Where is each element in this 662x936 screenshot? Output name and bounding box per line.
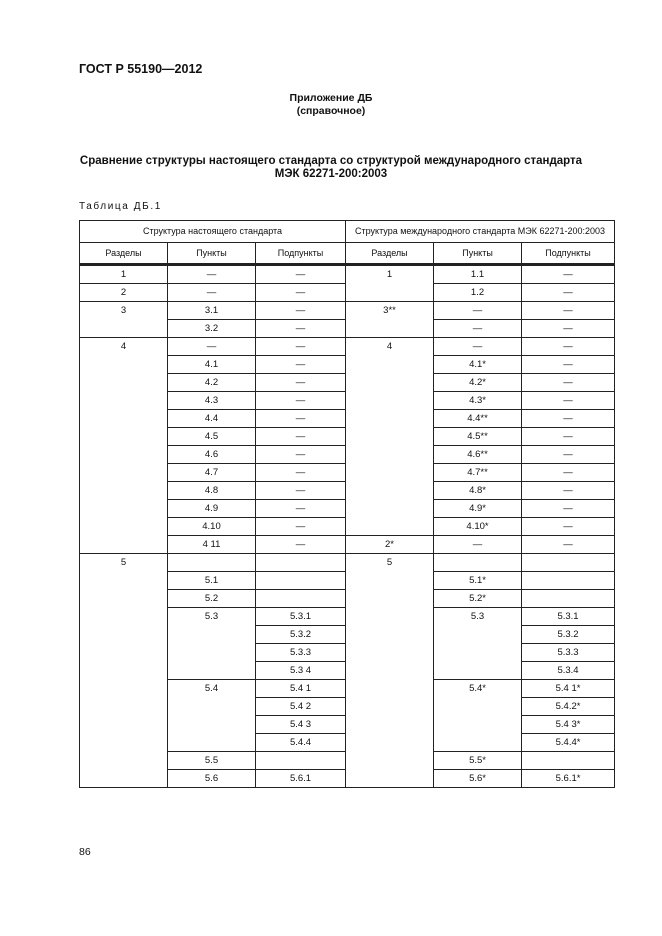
table-cell: — <box>256 374 346 392</box>
table-cell: 5.4* <box>434 680 522 752</box>
table-cell: — <box>256 302 346 320</box>
table-cell: 5.4 <box>168 680 256 752</box>
column-header: Пункты <box>434 243 522 264</box>
table-cell: 5.2* <box>434 590 522 608</box>
column-header: Подпункты <box>522 243 615 264</box>
table-cell: 4.4** <box>434 410 522 428</box>
table-cell: 4.6 <box>168 446 256 464</box>
table-cell: — <box>522 428 615 446</box>
table-cell: — <box>256 536 346 554</box>
table-cell: 5 <box>80 554 168 788</box>
table-cell: 5.3 <box>168 608 256 680</box>
page-number: 86 <box>79 846 91 858</box>
table-cell: — <box>256 356 346 374</box>
table-cell <box>168 554 256 572</box>
table-cell: — <box>522 284 615 302</box>
appendix-title: Приложение ДБ <box>289 92 373 104</box>
table-cell: — <box>256 320 346 338</box>
table-cell: 5.5* <box>434 752 522 770</box>
table-cell: 3.2 <box>168 320 256 338</box>
table-cell: 5.3.1 <box>522 608 615 626</box>
table-group-header-row <box>80 221 615 243</box>
table-cell <box>256 554 346 572</box>
table-cell: 4.2 <box>168 374 256 392</box>
table-row <box>80 265 615 284</box>
table-cell: 5.6.1 <box>256 770 346 788</box>
table-cell: — <box>522 374 615 392</box>
table-cell: — <box>434 536 522 554</box>
table-cell: 5.3.4 <box>522 662 615 680</box>
table-cell: 5.3.1 <box>256 608 346 626</box>
table-cell: 5.3 <box>434 608 522 680</box>
table-cell: 1.1 <box>434 265 522 284</box>
table-cell: — <box>522 302 615 320</box>
table-cell <box>256 590 346 608</box>
table-cell: 5.3.3 <box>256 644 346 662</box>
table-cell: 5.3.3 <box>522 644 615 662</box>
table-cell: — <box>256 428 346 446</box>
table-cell: — <box>434 302 522 320</box>
table-cell <box>522 572 615 590</box>
table-cell: 4.5** <box>434 428 522 446</box>
table-cell: 5.4 3 <box>256 716 346 734</box>
group-header-international-standard: Структура международного стандарта МЭК 62271-200:2003 <box>346 221 615 243</box>
table-cell: 4.1 <box>168 356 256 374</box>
table-cell: 5.1* <box>434 572 522 590</box>
table-cell: 5.4.4* <box>522 734 615 752</box>
table-cell: 5.3.2 <box>256 626 346 644</box>
table-cell: — <box>434 338 522 356</box>
table-cell: 5.4.2* <box>522 698 615 716</box>
table-cell <box>256 572 346 590</box>
table-cell: — <box>256 482 346 500</box>
table-cell: 5.2 <box>168 590 256 608</box>
table-cell: — <box>256 410 346 428</box>
table-cell: 5.4 3* <box>522 716 615 734</box>
table-cell: 4.9 <box>168 500 256 518</box>
table-cell: 4.4 <box>168 410 256 428</box>
table-cell: 5.6.1* <box>522 770 615 788</box>
table-cell: 4.6** <box>434 446 522 464</box>
table-cell: — <box>256 446 346 464</box>
table-cell: — <box>522 265 615 284</box>
table-cell <box>256 752 346 770</box>
appendix-subtitle: (справочное) <box>296 105 366 117</box>
table-cell: 5.1 <box>168 572 256 590</box>
table-cell: 5.3.2 <box>522 626 615 644</box>
table-cell: 5.5 <box>168 752 256 770</box>
heading-line-1: Сравнение структуры настоящего стандарта со структурой международного стандарта <box>79 155 583 167</box>
table-cell: 4.2* <box>434 374 522 392</box>
table-cell: — <box>168 265 256 284</box>
table-cell: 4.3 <box>168 392 256 410</box>
table-cell: 3** <box>346 302 434 338</box>
table-cell <box>522 590 615 608</box>
table-cell: — <box>522 446 615 464</box>
heading-line-2: МЭК 62271-200:2003 <box>274 168 388 180</box>
comparison-table <box>79 220 615 788</box>
table-cell: — <box>256 265 346 284</box>
table-cell: — <box>168 284 256 302</box>
table-cell: — <box>522 482 615 500</box>
document-code: ГОСТ Р 55190—2012 <box>79 62 203 76</box>
table-cell: — <box>256 392 346 410</box>
table-cell <box>522 554 615 572</box>
table-cell: 2 <box>80 284 168 302</box>
table-cell: — <box>522 464 615 482</box>
table-cell: 4 <box>80 338 168 554</box>
table-cell: 1.2 <box>434 284 522 302</box>
table-cell: — <box>434 320 522 338</box>
table-cell: 2* <box>346 536 434 554</box>
table-label: Таблица ДБ.1 <box>79 201 162 212</box>
table-cell: 4 <box>346 338 434 536</box>
group-header-current-standard: Структура настоящего стандарта <box>80 221 346 243</box>
table-cell <box>522 752 615 770</box>
table-cell: 3.1 <box>168 302 256 320</box>
table-cell: 1 <box>346 265 434 302</box>
table-cell: 5.4 1* <box>522 680 615 698</box>
table-cell: — <box>256 518 346 536</box>
table-row <box>80 338 615 356</box>
table-cell: 4.10 <box>168 518 256 536</box>
table-cell: 4.8* <box>434 482 522 500</box>
table-cell: 4.3* <box>434 392 522 410</box>
column-header: Разделы <box>346 243 434 264</box>
table-cell: 5.3 4 <box>256 662 346 680</box>
column-header: Разделы <box>80 243 168 264</box>
table-cell: 5.4.4 <box>256 734 346 752</box>
table-cell: 4.7 <box>168 464 256 482</box>
table-cell: 4.7** <box>434 464 522 482</box>
table-cell: 5.4 2 <box>256 698 346 716</box>
column-header: Подпункты <box>256 243 346 264</box>
table-cell: 5.6* <box>434 770 522 788</box>
section-heading <box>40 155 622 181</box>
table-cell: — <box>256 338 346 356</box>
table-cell: 4.9* <box>434 500 522 518</box>
table-cell: 5.4 1 <box>256 680 346 698</box>
table-cell: — <box>522 518 615 536</box>
table-column-header-row <box>80 243 615 264</box>
table-cell: — <box>256 500 346 518</box>
table-cell: — <box>168 338 256 356</box>
table-cell: 4.5 <box>168 428 256 446</box>
table-cell: — <box>522 320 615 338</box>
table-cell: 3 <box>80 302 168 338</box>
table-row <box>80 302 615 320</box>
table-cell: 4.1* <box>434 356 522 374</box>
table-cell: 4 11 <box>168 536 256 554</box>
table-row <box>80 554 615 572</box>
table-cell: — <box>522 410 615 428</box>
table-cell: — <box>522 536 615 554</box>
table-cell: — <box>256 464 346 482</box>
column-header: Пункты <box>168 243 256 264</box>
table-cell: 5.6 <box>168 770 256 788</box>
table-cell: — <box>522 356 615 374</box>
table-cell: 5 <box>346 554 434 788</box>
table-cell: 1 <box>80 265 168 284</box>
table-cell: — <box>522 500 615 518</box>
table-cell: — <box>522 392 615 410</box>
table-cell: 4.8 <box>168 482 256 500</box>
table-cell: — <box>256 284 346 302</box>
table-cell: 4.10* <box>434 518 522 536</box>
table-cell <box>434 554 522 572</box>
table-cell: — <box>522 338 615 356</box>
appendix-title-block <box>0 92 662 118</box>
